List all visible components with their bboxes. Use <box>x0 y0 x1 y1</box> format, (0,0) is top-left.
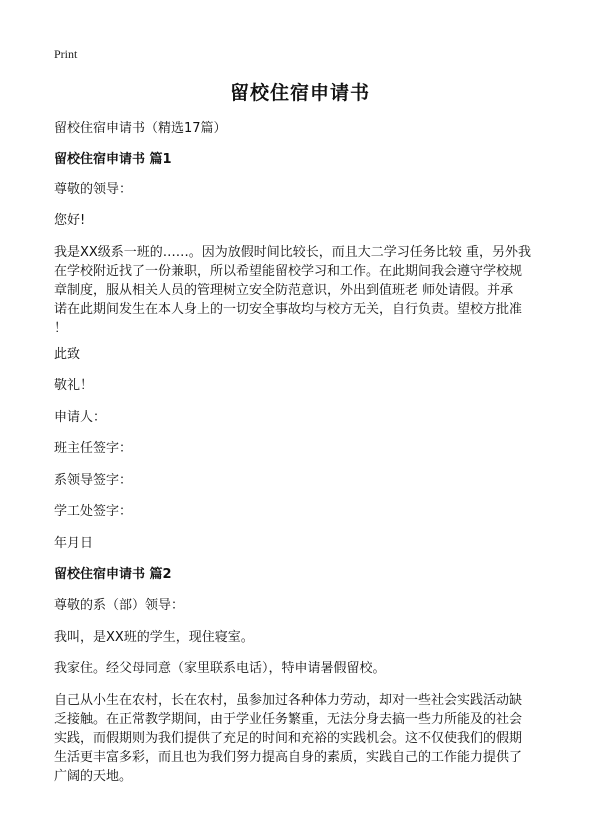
section2-line-1: 我叫，是XX班的学生，现住寝室。 <box>54 630 254 645</box>
section2-salutation: 尊敬的系（部）领导： <box>54 598 185 613</box>
section1-closing-2: 敬礼！ <box>54 378 94 393</box>
section1-sign-head-teacher: 班主任签字： <box>54 441 133 456</box>
section2-body-line: 广阔的天地。 <box>54 769 133 784</box>
section1-body-line: 我是XX级系一班的……。因为放假时间比较长，而且大二学习任务比较 重，另外我 <box>54 245 531 260</box>
section1-body-line: 章制度，服从相关人员的管理树立安全防范意识，外出到值班老 师处请假。并承 <box>54 283 514 298</box>
section1-salutation: 尊敬的领导： <box>54 182 133 197</box>
section1-applicant: 申请人： <box>54 410 107 425</box>
section2-line-2: 我家住。经父母同意（家里联系电话），特申请暑假留校。 <box>54 661 386 676</box>
section2-body-line: 自己从小生在农村，长在农村，虽参加过各种体力劳动，却对一些社会实践活动缺 <box>54 693 523 708</box>
section1-heading: 留校住宿申请书 篇1 <box>54 152 172 167</box>
section1-sign-student-affairs: 学工处签字： <box>54 504 133 519</box>
section1-date: 年月日 <box>54 536 94 551</box>
section1-body-line: 诺在此期间发生在本人身上的一切安全事故均与校方无关，自行负责。望校方批准 <box>54 302 523 317</box>
section1-sign-department: 系领导签字： <box>54 473 133 488</box>
intro-line: 留校住宿申请书（精选17篇） <box>54 121 227 136</box>
section2-body-line: 实践，而假期则为我们提供了充足的时间和充裕的实践机会。这不仅使我们的假期 <box>54 731 523 746</box>
section2-body-line: 乏接触。在正常教学期间，由于学业任务繁重，无法分身去搞一些力所能及的社会 <box>54 712 523 727</box>
print-label: Print <box>54 47 78 61</box>
section1-body <box>54 243 554 338</box>
section1-closing-1: 此致 <box>54 347 81 362</box>
section2-body-line: 生活更丰富多彩，而且也为我们努力提高自身的素质，实践自己的工作能力提供了 <box>54 750 523 765</box>
section1-greeting: 您好! <box>54 213 86 228</box>
section2-body <box>54 691 554 786</box>
section1-body-line: 在学校附近找了一份兼职，所以希望能留校学习和工作。在此期间我会遵守学校规 <box>54 264 523 279</box>
section1-body-line: ！ <box>54 321 68 336</box>
section2-heading: 留校住宿申请书 篇2 <box>54 567 172 582</box>
document-title: 留校住宿申请书 <box>229 82 370 104</box>
